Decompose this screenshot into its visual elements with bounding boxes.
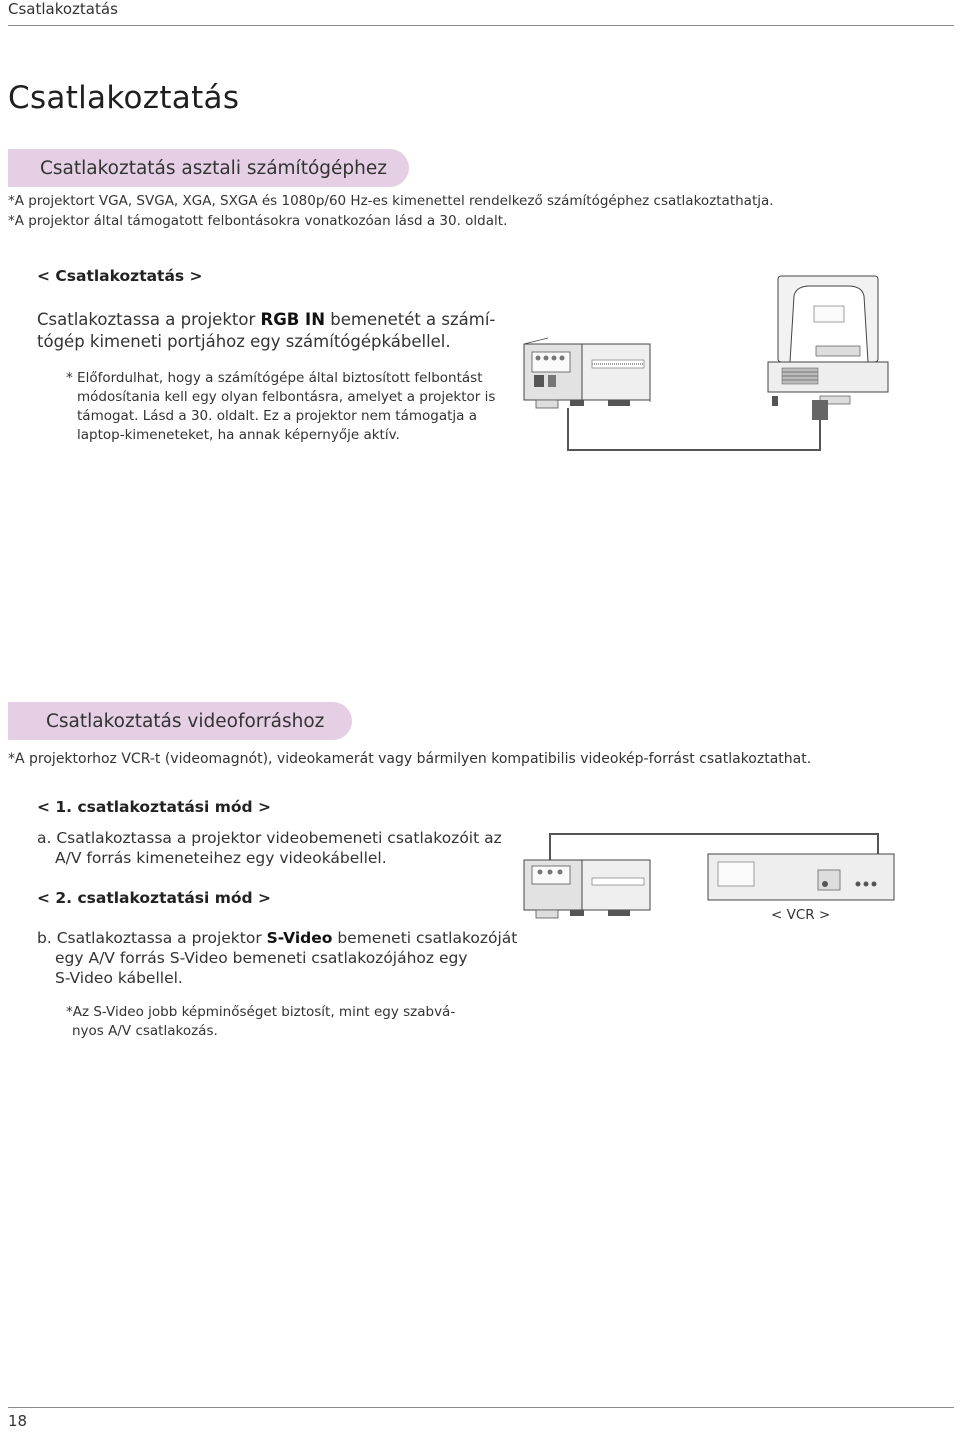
mode2-text-end: bemeneti csatlakozóját <box>332 929 518 947</box>
instruction-bold: RGB IN <box>260 310 326 329</box>
page-number: 18 <box>8 1412 28 1430</box>
vcr-connection-diagram <box>520 828 900 928</box>
vga-cable <box>568 408 820 450</box>
mode1-line1: a. Csatlakoztassa a projektor videobemeneti csatlakozóit az <box>37 829 502 847</box>
mode2-line3: S-Video kábellel. <box>55 969 183 987</box>
note-supported-outputs: *A projektort VGA, SVGA, XGA, SXGA és 1080p/60 Hz-es kimenettel rendelkező számítógéphez csatlakoztathatja. <box>8 193 774 209</box>
instruction-text-end: bemenetét a számí- <box>325 310 496 329</box>
page-title: Csatlakoztatás <box>8 80 240 116</box>
mode2-text: b. Csatlakoztassa a projektor <box>37 929 267 947</box>
footnote-line3: támogat. Lásd a 30. oldalt. Ez a projektor nem támogatja a <box>77 408 478 424</box>
footnote-line2: módosítania kell egy olyan felbontásra, amelyet a projektor is <box>77 389 496 405</box>
mode2-line2: egy A/V forrás S-Video bemeneti csatlakozójához egy <box>55 949 468 967</box>
instruction-rgb-in <box>37 309 495 331</box>
instruction-line2: tógép kimeneti portjához egy számítógépkábellel. <box>37 332 451 351</box>
note-video-sources: *A projektorhoz VCR-t (videomagnót), videokamerát vagy bármilyen kompatibilis videokép-forrást csatlakoztathat. <box>8 751 812 767</box>
vcr-illustration <box>708 854 894 900</box>
tip-line2: nyos A/V csatlakozás. <box>72 1023 218 1039</box>
footnote-line1: * Előfordulhat, hogy a számítógépe által biztosított felbontást <box>66 370 483 386</box>
computer-illustration <box>768 276 888 420</box>
projector-illustration <box>524 338 650 408</box>
mode2-bold: S-Video <box>266 929 333 947</box>
section-heading-computer-text: Csatlakoztatás asztali számítógéphez <box>40 157 387 179</box>
computer-connection-diagram <box>520 272 900 462</box>
section-heading-computer <box>8 149 409 187</box>
instruction-text: Csatlakoztassa a projektor <box>37 310 261 329</box>
running-header: Csatlakoztatás <box>8 0 118 18</box>
section-heading-video <box>8 702 352 740</box>
vcr-label: < VCR > <box>771 907 831 923</box>
subheading-connection: < Csatlakoztatás > <box>37 267 203 285</box>
subheading-mode1: < 1. csatlakoztatási mód > <box>37 798 272 816</box>
note-resolution-reference: *A projektor által támogatott felbontásokra vonatkozóan lásd a 30. oldalt. <box>8 213 508 229</box>
header-divider <box>8 25 954 26</box>
mode2-line1 <box>37 928 517 949</box>
tip-line1: *Az S-Video jobb képminőséget biztosít, mint egy szabvá- <box>66 1004 456 1020</box>
projector-illustration-2 <box>524 860 650 918</box>
footnote-line4: laptop-kimeneteket, ha annak képernyője aktív. <box>77 427 400 443</box>
mode1-line2: A/V forrás kimeneteihez egy videokábellel. <box>55 849 387 867</box>
footer-divider <box>8 1407 954 1408</box>
section-heading-video-text: Csatlakoztatás videoforráshoz <box>46 710 325 732</box>
subheading-mode2: < 2. csatlakoztatási mód > <box>37 889 272 907</box>
